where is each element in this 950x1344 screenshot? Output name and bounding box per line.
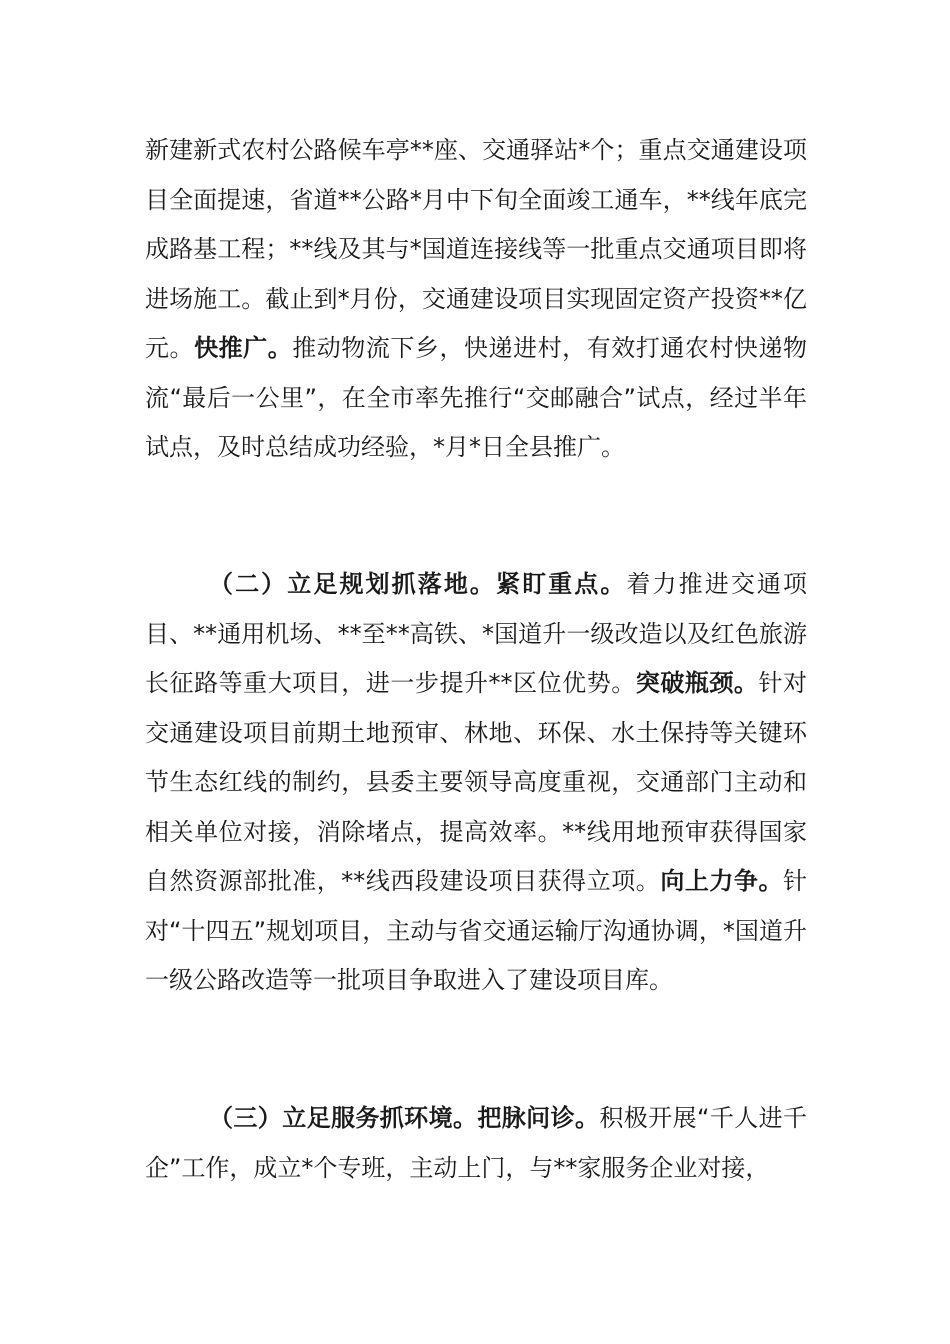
paragraph-text: 积极开展“千人进千企”工作，成立*个专班，主动上门，与**家服务企业对接， bbox=[145, 1104, 808, 1182]
section-heading-3: （三）立足服务抓环境。 bbox=[209, 1104, 478, 1132]
bold-keyword-diagnosis: 把脉问诊。 bbox=[477, 1104, 600, 1132]
bold-keyword-breakthrough: 突破瓶颈。 bbox=[635, 669, 759, 697]
paragraph-text: 着力推进交通项目、**通用机场、**至**高铁、*国道升一级改造以及红色旅游长征路等重大项目，进一步提升**区位优势。 bbox=[145, 570, 808, 697]
section-heading-2: （二）立足规划抓落地。 bbox=[209, 570, 496, 598]
paragraph-service bbox=[145, 1094, 807, 1193]
paragraph-text: 针对“十四五”规划项目，主动与省交通运输厅沟通协调，*国道升一级公路改造等一批项目争取进入了建设项目库。 bbox=[145, 867, 808, 994]
paragraph-text: 针对交通建设项目前期土地预审、林地、环保、水土保持等关键环节生态红线的制约，县委主要领导高度重视，交通部门主动和相关单位对接，消除堵点，提高效率。**线用地预审获得国家自然资源部批准，**线西段建设项目获得立项。 bbox=[145, 669, 808, 895]
paragraph-text: 推动物流下乡，快递进村，有效打通农村快递物流“最后一公里”，在全市率先推行“交邮融合”试点，经过半年试点，及时总结成功经验，*月*日全县推广。 bbox=[145, 334, 808, 461]
bold-keyword-strive-upward: 向上力争。 bbox=[660, 867, 784, 895]
bold-keyword-focus: 紧盯重点。 bbox=[496, 570, 627, 598]
paragraph-rural-transport bbox=[145, 126, 807, 473]
bold-keyword-fast-promotion: 快推广。 bbox=[194, 334, 293, 362]
paragraph-text: 新建新式农村公路候车亭**座、交通驿站*个；重点交通建设项目全面提速，省道**公路*月中下旬全面竣工通车，**线年底完成路基工程；**线及其与*国道连接线等一批重点交通项目即将进场施工。截止到*月份，交通建设项目实现固定资产投资**亿元。 bbox=[145, 136, 807, 362]
paragraph-planning bbox=[145, 560, 807, 1006]
